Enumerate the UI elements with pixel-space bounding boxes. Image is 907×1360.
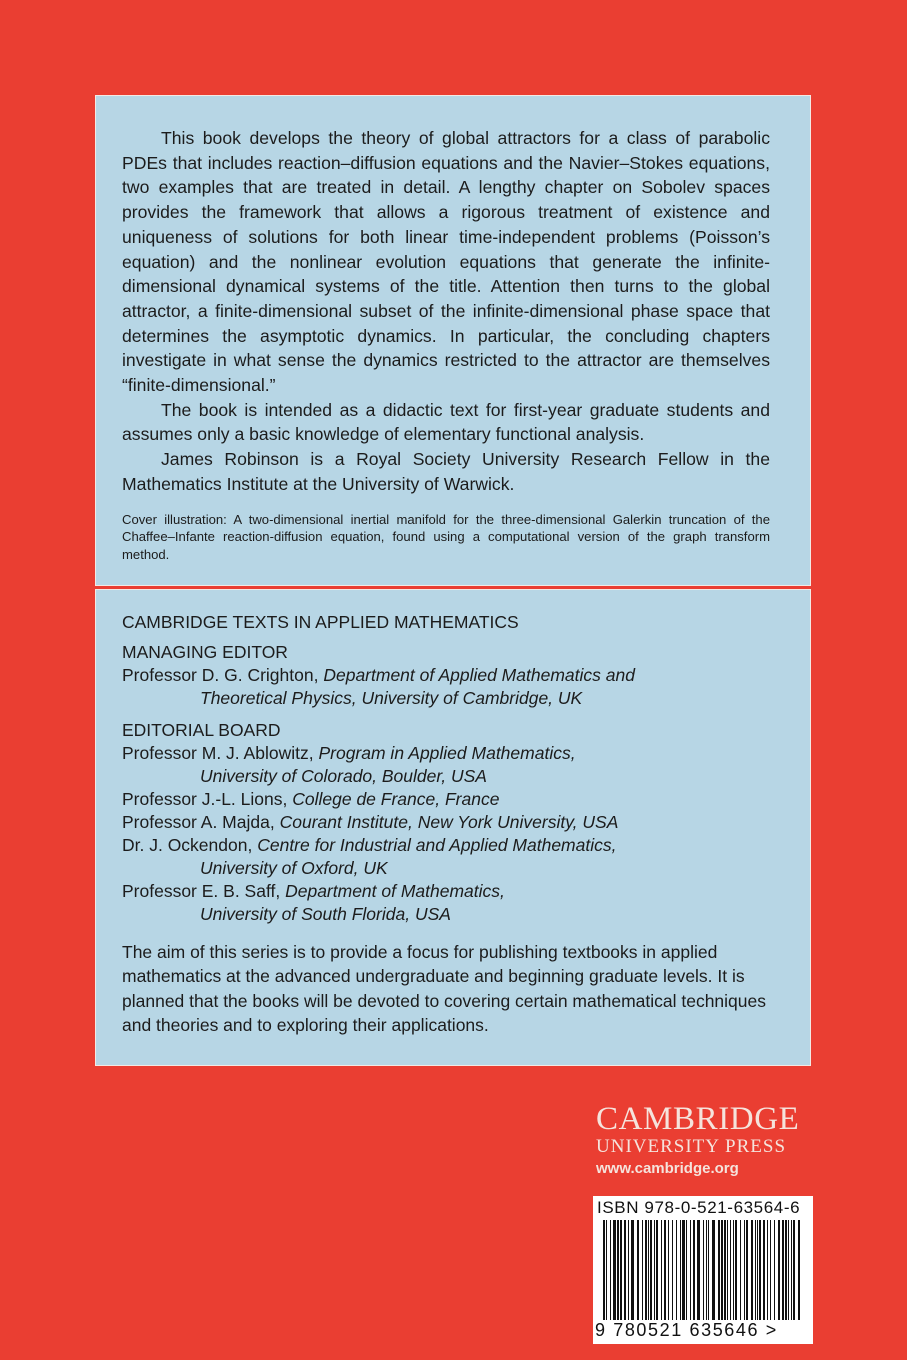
barcode-bar [682, 1220, 685, 1324]
barcode-bar [763, 1220, 765, 1324]
barcode-bar [706, 1220, 707, 1324]
member-name: Professor E. B. Saff, [122, 881, 281, 901]
barcode-bar [676, 1220, 677, 1324]
barcode-bar [757, 1220, 758, 1324]
barcode-bar [656, 1220, 658, 1324]
barcode-bar [735, 1220, 737, 1324]
member-affiliation: Department of Mathematics, [285, 881, 505, 901]
editor-name: Professor D. G. Crighton, [122, 665, 319, 685]
publisher-name: CAMBRIDGE [596, 1101, 800, 1137]
barcode-bar [603, 1220, 605, 1324]
series-panel [95, 589, 811, 1066]
barcode-digits: 9 780521 635646 > [595, 1320, 811, 1341]
series-title: CAMBRIDGE TEXTS IN APPLIED MATHEMATICS [122, 612, 519, 632]
barcode-bar [798, 1220, 800, 1324]
barcode-bar [672, 1220, 673, 1324]
barcode-bar [697, 1220, 700, 1324]
barcode-bar [744, 1220, 745, 1324]
barcode-bar [650, 1220, 652, 1324]
member-affiliation: Centre for Industrial and Applied Mathematics, [257, 835, 617, 855]
barcode-bar [718, 1220, 720, 1324]
member-affiliation-cont: University of Colorado, Boulder, USA [200, 766, 487, 786]
barcode-bar [661, 1220, 662, 1324]
managing-editor-heading: MANAGING EDITOR [122, 642, 288, 662]
barcode-bar [724, 1220, 726, 1324]
blurb-paragraph: This book develops the theory of global attractors for a class of parabolic PDEs that includes reaction–diffusion equations and the Navier–Stokes equations, two examples that are treated in detail. A lengthy chapter on Sobolev spaces provides the framework that allows a rigorous treatment of existence and uniqueness of solutions for both linear time-independent problems (Poisson’s equation) and the nonlinear evolution equations that generate the infinite-dimensional dynamical systems of the title. Attention then turns to the global attractor, a finite-dimensional subset of the infinite-dimensional phase space that determines the asymptotic dynamics. In particular, the concluding chapters investigate in what sense the dynamics restricted to the attractor are themselves “finite-dimensional.” [122, 128, 770, 396]
member-name: Professor A. Majda, [122, 812, 275, 832]
board-member [122, 811, 770, 834]
barcode-bar [755, 1220, 756, 1324]
barcode-bar [703, 1220, 704, 1324]
barcode-bar [767, 1220, 768, 1324]
blurb-paragraph: The book is intended as a didactic text for first-year graduate students and assumes only a basic knowledge of elementary functional analysis. [122, 399, 770, 445]
barcode-bar [680, 1220, 681, 1324]
blurb-panel [95, 95, 811, 586]
barcode-bar [708, 1220, 709, 1324]
editor-affiliation: Department of Applied Mathematics and [323, 665, 635, 685]
barcode-bar [788, 1220, 789, 1324]
barcode-bar [637, 1220, 639, 1324]
board-member [122, 742, 770, 788]
editorial-board-heading: EDITORIAL BOARD [122, 720, 281, 740]
barcode-bar [712, 1220, 715, 1324]
barcode-bar [751, 1220, 753, 1324]
barcode-bar [624, 1220, 626, 1324]
author-bio: James Robinson is a Royal Society University Research Fellow in the Mathematics Institute at the University of Warwick. [122, 449, 770, 494]
barcode-bar [690, 1220, 691, 1324]
series-aim: The aim of this series is to provide a focus for publishing textbooks in applied mathematics at the advanced undergraduate and beginning graduate levels. It is planned that the books will be devoted to covering certain mathematical techniques and theories and to exploring their applications. [122, 942, 767, 1035]
barcode-bar [740, 1220, 741, 1324]
barcode-bar [654, 1220, 655, 1324]
barcode-bar [645, 1220, 647, 1324]
board-member [122, 788, 770, 811]
barcode-bar [721, 1220, 723, 1324]
barcode-bar [791, 1220, 792, 1324]
barcode-bar [785, 1220, 787, 1324]
barcode-bar [686, 1220, 687, 1324]
cover-caption: Cover illustration: A two-dimensional inertial manifold for the three-dimensional Galerkin truncation of the Chaffee–Infante reaction-diffusion equation, found using a computational version of the graph transform method. [122, 511, 770, 563]
barcode-bars [603, 1220, 803, 1324]
editor-affiliation-cont: Theoretical Physics, University of Cambridge, UK [200, 688, 583, 708]
barcode-bar [668, 1220, 669, 1324]
member-affiliation-cont: University of South Florida, USA [200, 904, 451, 924]
board-member [122, 834, 770, 880]
barcode-bar [648, 1220, 649, 1324]
barcode-bar [793, 1220, 795, 1324]
barcode-bar [778, 1220, 780, 1324]
member-affiliation: Program in Applied Mathematics, [318, 743, 576, 763]
barcode-bar [606, 1220, 607, 1324]
barcode-bar [770, 1220, 771, 1324]
managing-editor [122, 664, 770, 710]
barcode-bar [774, 1220, 775, 1324]
member-name: Professor J.-L. Lions, [122, 789, 288, 809]
barcode-bar [759, 1220, 761, 1324]
member-affiliation: Courant Institute, New York University, USA [279, 812, 619, 832]
barcode-bar [727, 1220, 728, 1324]
barcode-bar [642, 1220, 643, 1324]
member-name: Professor M. J. Ablowitz, [122, 743, 314, 763]
barcode-bar [693, 1220, 695, 1324]
board-member [122, 880, 770, 926]
barcode-bar [620, 1220, 622, 1324]
barcode-bar [631, 1220, 634, 1324]
barcode-bar [664, 1220, 666, 1324]
publisher-url: www.cambridge.org [596, 1160, 739, 1177]
member-affiliation: College de France, France [292, 789, 500, 809]
barcode-bar [628, 1220, 629, 1324]
barcode-bar [730, 1220, 731, 1324]
barcode-bar [733, 1220, 734, 1324]
barcode-bar [782, 1220, 784, 1324]
publisher-press: UNIVERSITY PRESS [596, 1136, 787, 1157]
barcode [593, 1196, 813, 1344]
barcode-bar [610, 1220, 611, 1324]
member-affiliation-cont: University of Oxford, UK [200, 858, 388, 878]
isbn-label: ISBN 978-0-521-63564-6 [597, 1198, 801, 1217]
barcode-bar [746, 1220, 748, 1324]
member-name: Dr. J. Ockendon, [122, 835, 253, 855]
barcode-bar [613, 1220, 616, 1324]
publisher-logo [596, 1102, 828, 1180]
barcode-bar [617, 1220, 619, 1324]
